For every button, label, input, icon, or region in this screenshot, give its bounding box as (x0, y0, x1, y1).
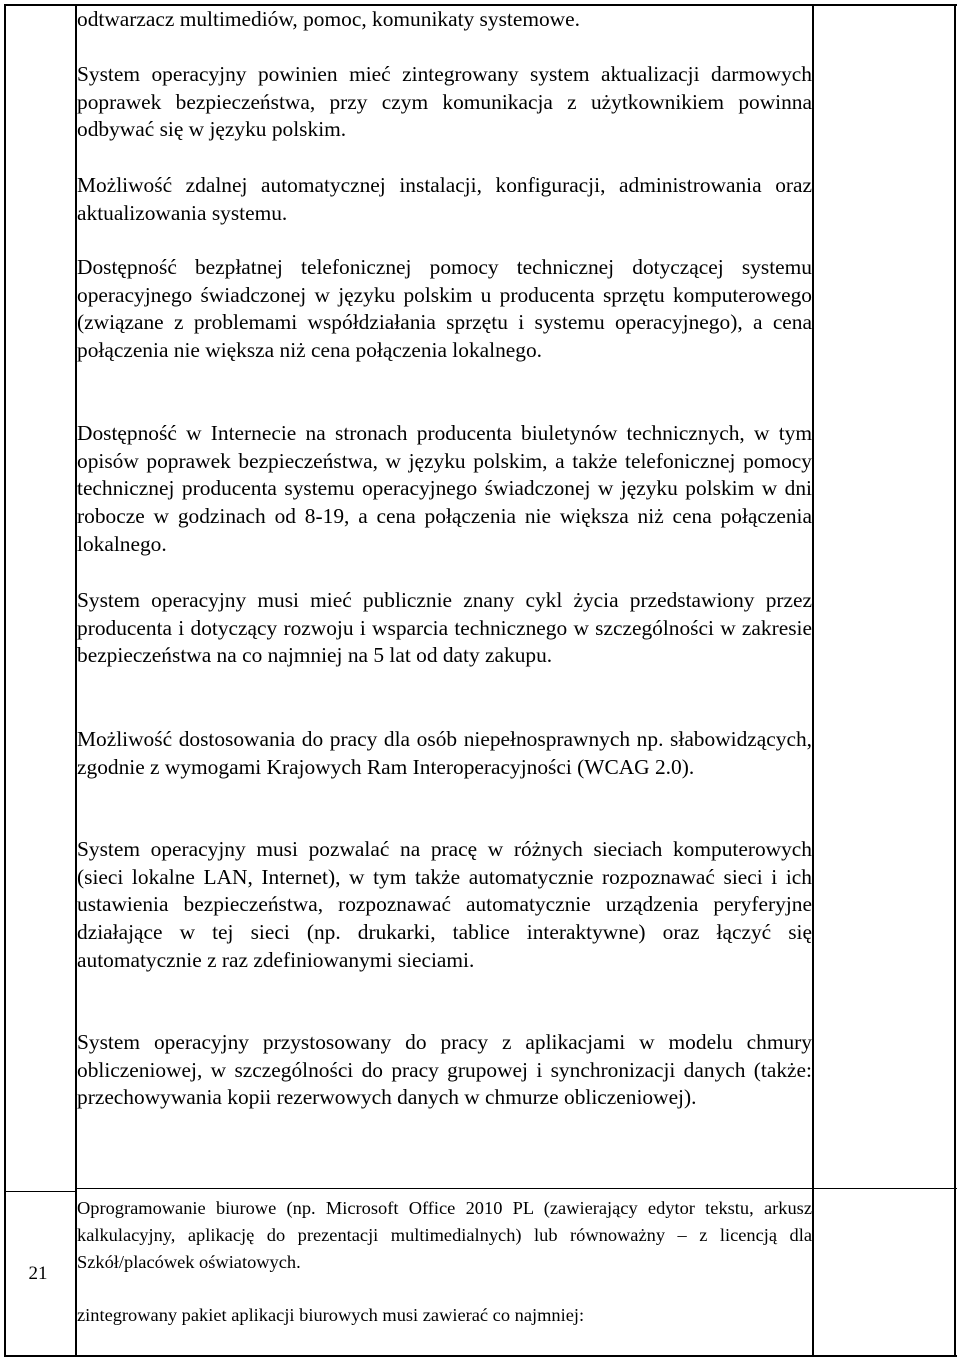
paragraph-lifecycle: System operacyjny musi mieć publicznie znany cykl życia przedstawiony przez producenta i dotyczący rozwoju i wsparcia technicznego w szczególności w zakresie bezpieczeństwa na co najmniej na 5 lat od daty zakupu. (77, 588, 812, 668)
paragraph-remote-administration: Możliwość zdalnej automatycznej instalacji, konfiguracji, administrowania oraz aktualizowania systemu. (77, 173, 812, 225)
paragraph-office-suite-requirements: zintegrowany pakiet aplikacji biurowych musi zawierać co najmniej: (77, 1305, 585, 1325)
row-21-top-border-number-column (4, 1191, 77, 1192)
paragraph-update-system: System operacyjny powinien mieć zintegrowany system aktualizacji darmowych poprawek bezpieczeństwa, przy czym komunikacja z użytkownikiem powinna odbywać się w języku polskim. (77, 62, 812, 142)
table-right-border (954, 4, 956, 1357)
paragraph-accessibility: Możliwość dostosowania do pracy dla osób niepełnosprawnych np. słabowidzących, zgodnie z wymogami Krajowych Ram Interoperacyjności (WCAG 2.0). (77, 727, 812, 779)
table-left-border (4, 4, 6, 1357)
paragraph-features-list: odtwarzacz multimediów, pomoc, komunikaty systemowe. (77, 7, 580, 31)
description-column-divider (812, 4, 814, 1357)
row-21-top-border-description-column (76, 1188, 813, 1189)
table-bottom-border (4, 1355, 957, 1357)
paragraph-internet-bulletins: Dostępność w Internecie na stronach producenta biuletynów technicznych, w tym opisów poprawek bezpieczeństwa, w języku polskim, a także telefonicznej pomocy technicznej producenta systemu operacyjnego świadczonej w języku polskim w dni robocze w godzinach od 8-19, a cena połączenia nie większa niż cena połączenia lokalnego. (77, 421, 812, 556)
paragraph-networking: System operacyjny musi pozwalać na pracę w różnych sieciach komputerowych (sieci lokalne LAN, Internet), w tym także automatycznie rozpoznawać sieci i ich ustawienia bezpieczeństwa, rozpoznawać automatycznie urządzenia peryferyjne działające w tej sieci (np. drukarki, tablice interaktywne) oraz łączyć się automatycznie z raz zdefiniowanymi sieciami. (77, 837, 812, 972)
row-21-top-border-last-column (812, 1188, 957, 1189)
paragraph-office-software: Oprogramowanie biurowe (np. Microsoft Office 2010 PL (zawierający edytor tekstu, arkusz kalkulacyjny, aplikację do prezentacji multimedialnych) lub równoważny – z licencją dla Szkół/placówek oświatowych. (77, 1198, 812, 1272)
paragraph-cloud: System operacyjny przystosowany do pracy z aplikacjami w modelu chmury obliczeniowej, w szczególności do pracy grupowej i synchronizacji danych (także: przechowywania kopii rezerwowych danych w chmurze obliczeniowej). (77, 1030, 812, 1110)
paragraph-hardware-support: Dostępność bezpłatnej telefonicznej pomocy technicznej dotyczącej systemu operacyjnego świadczonej w języku polskim u producenta sprzętu komputerowego (związane z problemami współdziałania sprzętu i systemu operacyjnego), a cena połączenia nie większa niż cena połączenia lokalnego. (77, 255, 812, 363)
row-number: 21 (28, 1263, 48, 1284)
